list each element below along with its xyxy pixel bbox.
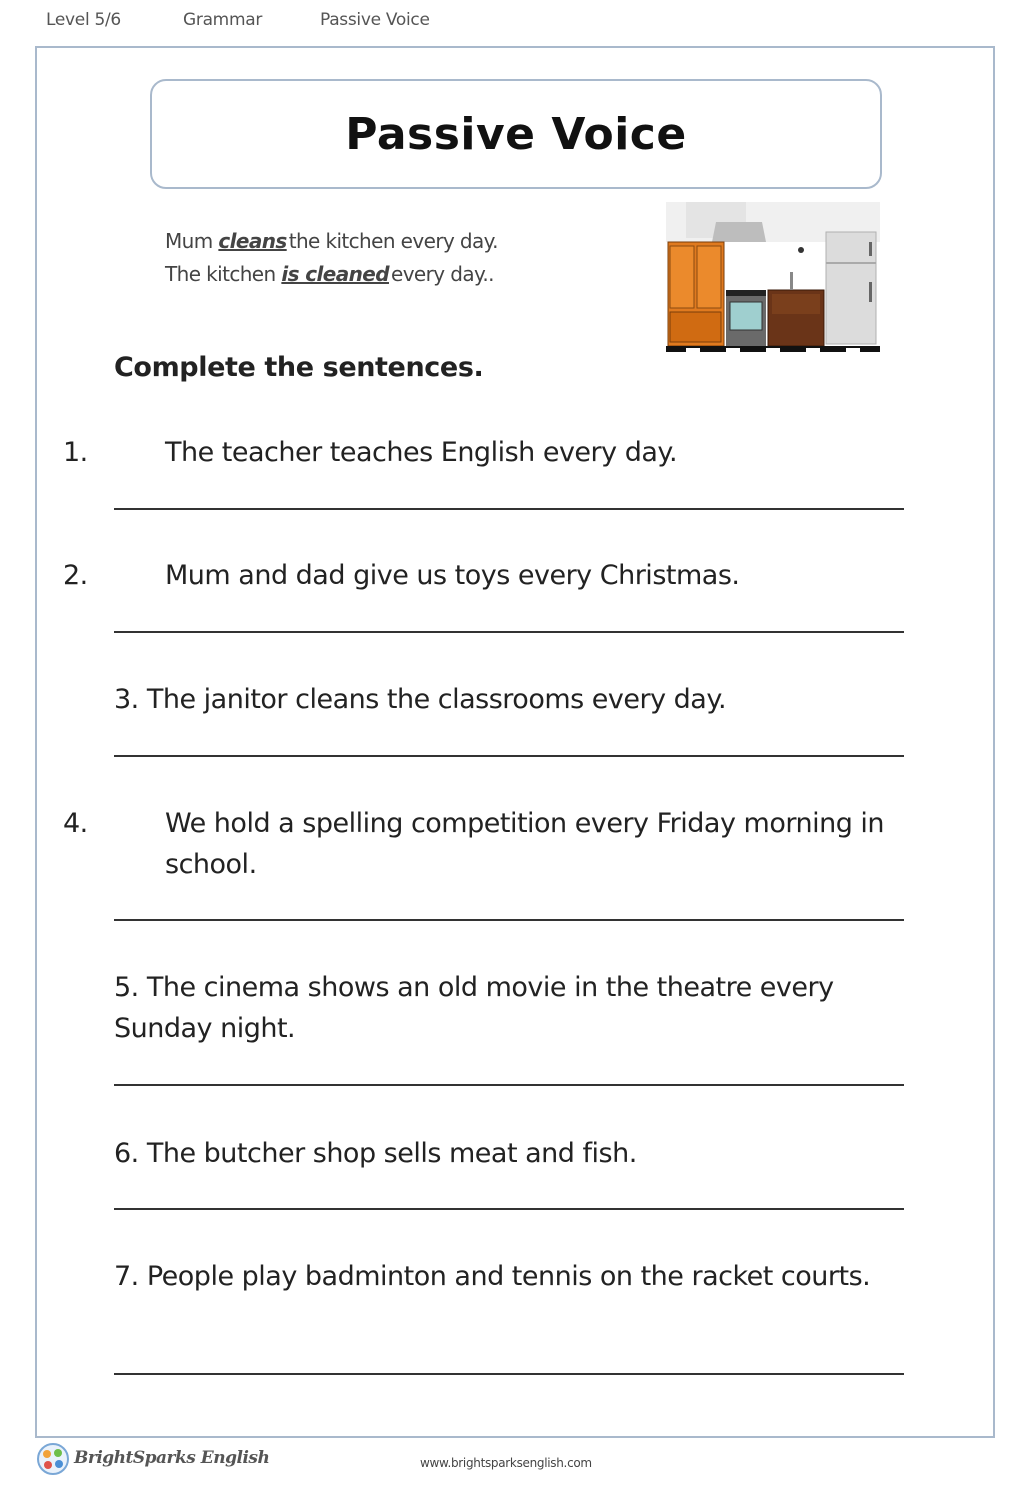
question-number: 3. [114,684,139,715]
question-5 [114,967,914,1049]
instructions: Complete the sentences. [114,352,484,383]
answer-line-6[interactable] [114,1208,904,1210]
question-text: The teacher teaches English every day. [165,437,678,468]
question-1 [63,432,914,473]
example-passive-pre: The kitchen [165,262,282,286]
answer-line-3[interactable] [114,755,904,757]
example-passive-verb: is cleaned [281,262,389,286]
example-active [165,229,498,253]
question-number: 2. [63,560,88,591]
question-3 [114,679,914,720]
page-title: Passive Voice [345,108,687,160]
question-number: 5. [114,972,139,1003]
answer-line-2[interactable] [114,631,904,633]
question-6 [114,1133,914,1174]
brand-name: BrightSparks English [74,1448,270,1468]
brand-logo-icon [36,1442,70,1476]
kitchen-illustration-icon [666,202,880,354]
level-label: Level 5/6 [46,10,121,30]
question-number: 4. [63,808,88,839]
footer-url[interactable]: www.brightsparksenglish.com [420,1456,592,1470]
question-text: Mum and dad give us toys every Christmas. [165,560,740,591]
question-text: We hold a spelling competition every Friday morning in school. [165,808,885,880]
question-text: The butcher shop sells meat and fish. [146,1138,637,1169]
answer-line-4[interactable] [114,919,904,921]
brand-logo [36,1442,270,1480]
answer-line-7[interactable] [114,1373,904,1375]
question-text: The cinema shows an old movie in the theatre every Sunday night. [114,972,834,1044]
example-active-verb: cleans [218,229,287,253]
question-number: 6. [114,1138,139,1169]
topic-label: Passive Voice [320,10,430,30]
answer-line-5[interactable] [114,1084,904,1086]
question-number: 1. [63,437,88,468]
question-text: People play badminton and tennis on the racket courts. [146,1261,871,1292]
example-passive [165,262,494,286]
subject-label: Grammar [183,10,263,30]
example-passive-post: every day.. [390,262,494,286]
answer-line-1[interactable] [114,508,904,510]
example-active-pre: Mum [165,229,219,253]
breadcrumb [0,8,1024,34]
question-text: The janitor cleans the classrooms every day. [146,684,727,715]
question-7 [114,1256,914,1297]
question-number: 7. [114,1261,139,1292]
title-box [150,79,882,189]
question-4 [63,803,914,885]
example-active-post: the kitchen every day. [288,229,498,253]
question-2 [63,555,914,596]
